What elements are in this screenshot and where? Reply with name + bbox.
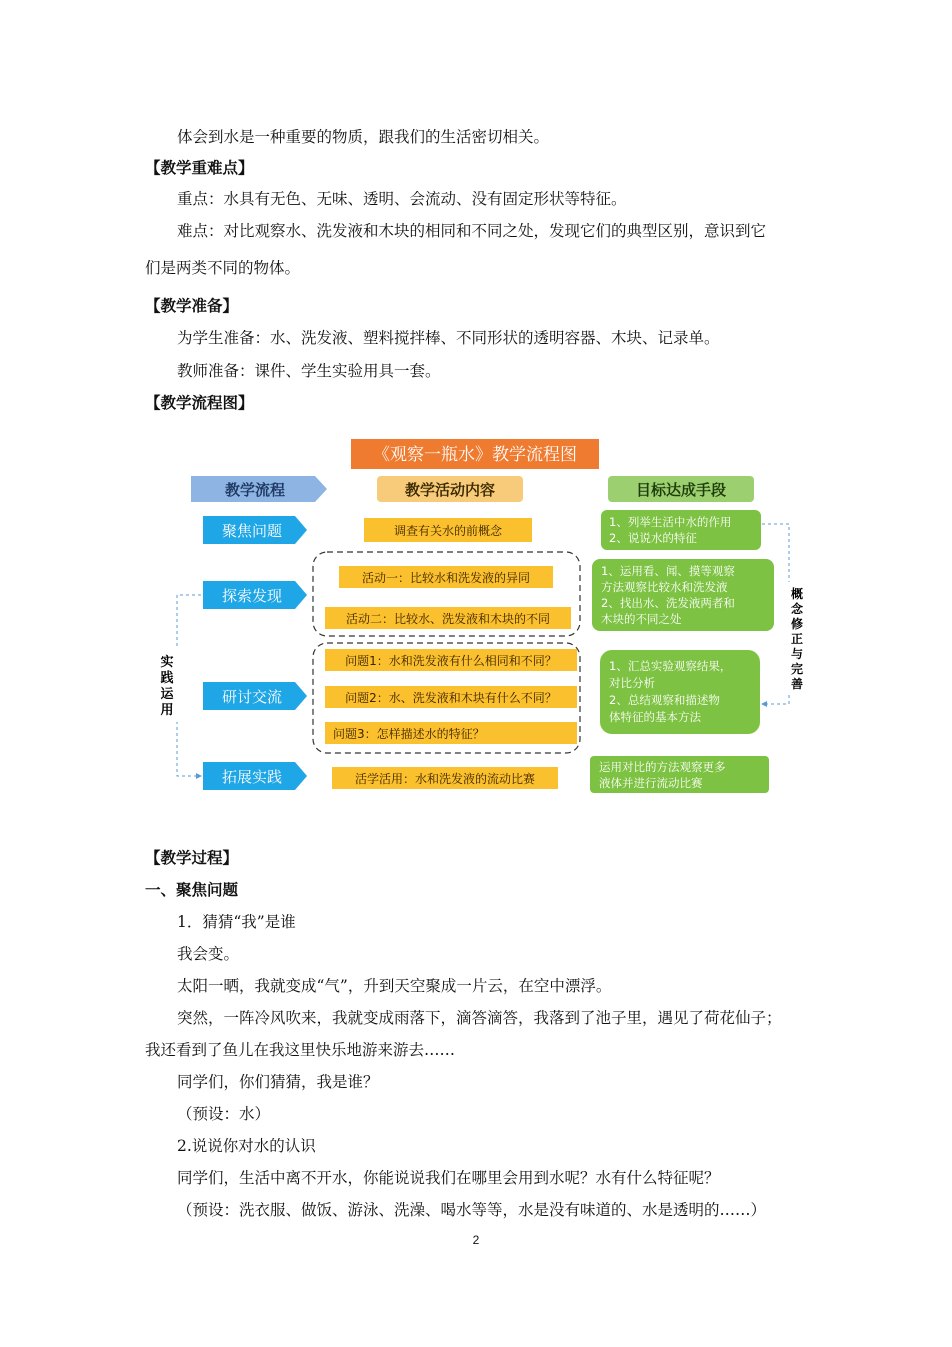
goal-line: 1、运用看、闻、摸等观察 xyxy=(601,564,735,578)
question-line: 同学们，生活中离不开水，你能说说我们在哪里会用到水呢？水有什么特征呢？ xyxy=(177,1169,720,1187)
practice-label-char: 践 xyxy=(160,671,174,686)
activity-label: 问题1：水和洗发液有什么相同和不同？ xyxy=(345,654,557,668)
step-explore-discover-label: 探索发现 xyxy=(221,587,283,605)
riddle-line: 太阳一晒，我就变成“气”，升到天空聚成一片云，在空中漂浮。 xyxy=(177,977,612,995)
riddle-line: 我会变。 xyxy=(177,945,240,963)
practice-label-char: 运 xyxy=(160,687,174,702)
riddle-line: 突然，一阵冷风吹来，我就变成雨落下，滴答滴答，我落到了池子里，遇见了荷花仙子； xyxy=(177,1009,782,1027)
concept-label-char: 完 xyxy=(790,662,804,676)
step-extension-practice-label: 拓展实践 xyxy=(221,768,283,786)
activity-label: 活动一：比较水和洗发液的异同 xyxy=(361,571,531,585)
heading-flowchart: 【教学流程图】 xyxy=(145,394,254,412)
header-teaching-flow-label: 教学流程 xyxy=(224,481,286,499)
difficult-point-line1: 难点：对比观察水、洗发液和木块的相同和不同之处，发现它们的典型区别，意识到它 xyxy=(177,222,767,240)
concept-label-char: 与 xyxy=(790,647,804,661)
activity-label: 问题3：怎样描述水的特征？ xyxy=(333,727,485,741)
key-point: 重点：水具有无色、无味、透明、会流动、没有固定形状等特征。 xyxy=(177,190,627,208)
goal-line: 2、说说水的特征 xyxy=(609,531,697,545)
intro-text: 体会到水是一种重要的物质，跟我们的生活密切相关。 xyxy=(177,128,550,146)
heading-key-difficult: 【教学重难点】 xyxy=(145,159,254,177)
goal-line: 运用对比的方法观察更多 xyxy=(599,760,726,774)
guess-title: 1．猜猜“我”是谁 xyxy=(177,913,296,931)
concept-label-char: 概 xyxy=(790,587,804,601)
activity-label: 活动二：比较水、洗发液和木块的不同 xyxy=(345,612,551,626)
goal-line: 体特征的基本方法 xyxy=(609,710,701,724)
practice-label-char: 实 xyxy=(160,655,174,670)
practice-label-char: 用 xyxy=(160,703,174,718)
heading-preparation: 【教学准备】 xyxy=(145,297,239,315)
concept-label-char: 正 xyxy=(790,632,804,646)
heading-process: 【教学过程】 xyxy=(145,849,239,867)
concept-label-char: 善 xyxy=(790,677,804,691)
teaching-flowchart xyxy=(155,436,815,806)
concept-label-char: 修 xyxy=(790,617,804,631)
goal-line: 1、列举生活中水的作用 xyxy=(609,515,732,529)
step-discussion-label: 研讨交流 xyxy=(221,688,283,706)
teacher-preparation: 教师准备：课件、学生实验用具一套。 xyxy=(177,362,441,380)
goal-line: 2、总结观察和描述物 xyxy=(609,693,720,707)
goal-line: 对比分析 xyxy=(609,676,655,690)
activity-label: 活学活用：水和洗发液的流动比赛 xyxy=(354,772,536,786)
heading-section-1: 一、聚焦问题 xyxy=(145,881,239,899)
question-line: 同学们，你们猜猜，我是谁？ xyxy=(177,1073,379,1091)
header-goal-means-label: 目标达成手段 xyxy=(635,481,727,499)
goal-line: 木块的不同之处 xyxy=(601,612,682,626)
goal-line: 1、汇总实验观察结果， xyxy=(609,659,732,673)
activity-label: 问题2：水、洗发液和木块有什么不同？ xyxy=(345,691,557,705)
activity-label: 调查有关水的前概念 xyxy=(393,524,503,538)
subsection-title: 2.说说你对水的认识 xyxy=(177,1137,316,1155)
goal-line: 方法观察比较水和洗发液 xyxy=(601,580,728,594)
answer-line: （预设：水） xyxy=(177,1105,271,1123)
step-focus-question-label: 聚焦问题 xyxy=(221,522,283,540)
goal-line: 2、找出水、洗发液两者和 xyxy=(601,596,735,610)
goal-line: 液体并进行流动比赛 xyxy=(599,776,703,790)
header-activity-content-label: 教学活动内容 xyxy=(404,481,496,499)
page-number: 2 xyxy=(472,1233,480,1247)
student-preparation: 为学生准备：水、洗发液、塑料搅拌棒、不同形状的透明容器、木块、记录单。 xyxy=(177,329,720,347)
concept-label-char: 念 xyxy=(790,602,804,616)
riddle-line: 我还看到了鱼儿在我这里快乐地游来游去…… xyxy=(145,1041,456,1059)
answer-line: （预设：洗衣服、做饭、游泳、洗澡、喝水等等，水是没有味道的、水是透明的……） xyxy=(177,1201,767,1219)
flowchart-title: 《观察一瓶水》教学流程图 xyxy=(373,445,577,465)
difficult-point-line2: 们是两类不同的物体。 xyxy=(145,259,301,277)
